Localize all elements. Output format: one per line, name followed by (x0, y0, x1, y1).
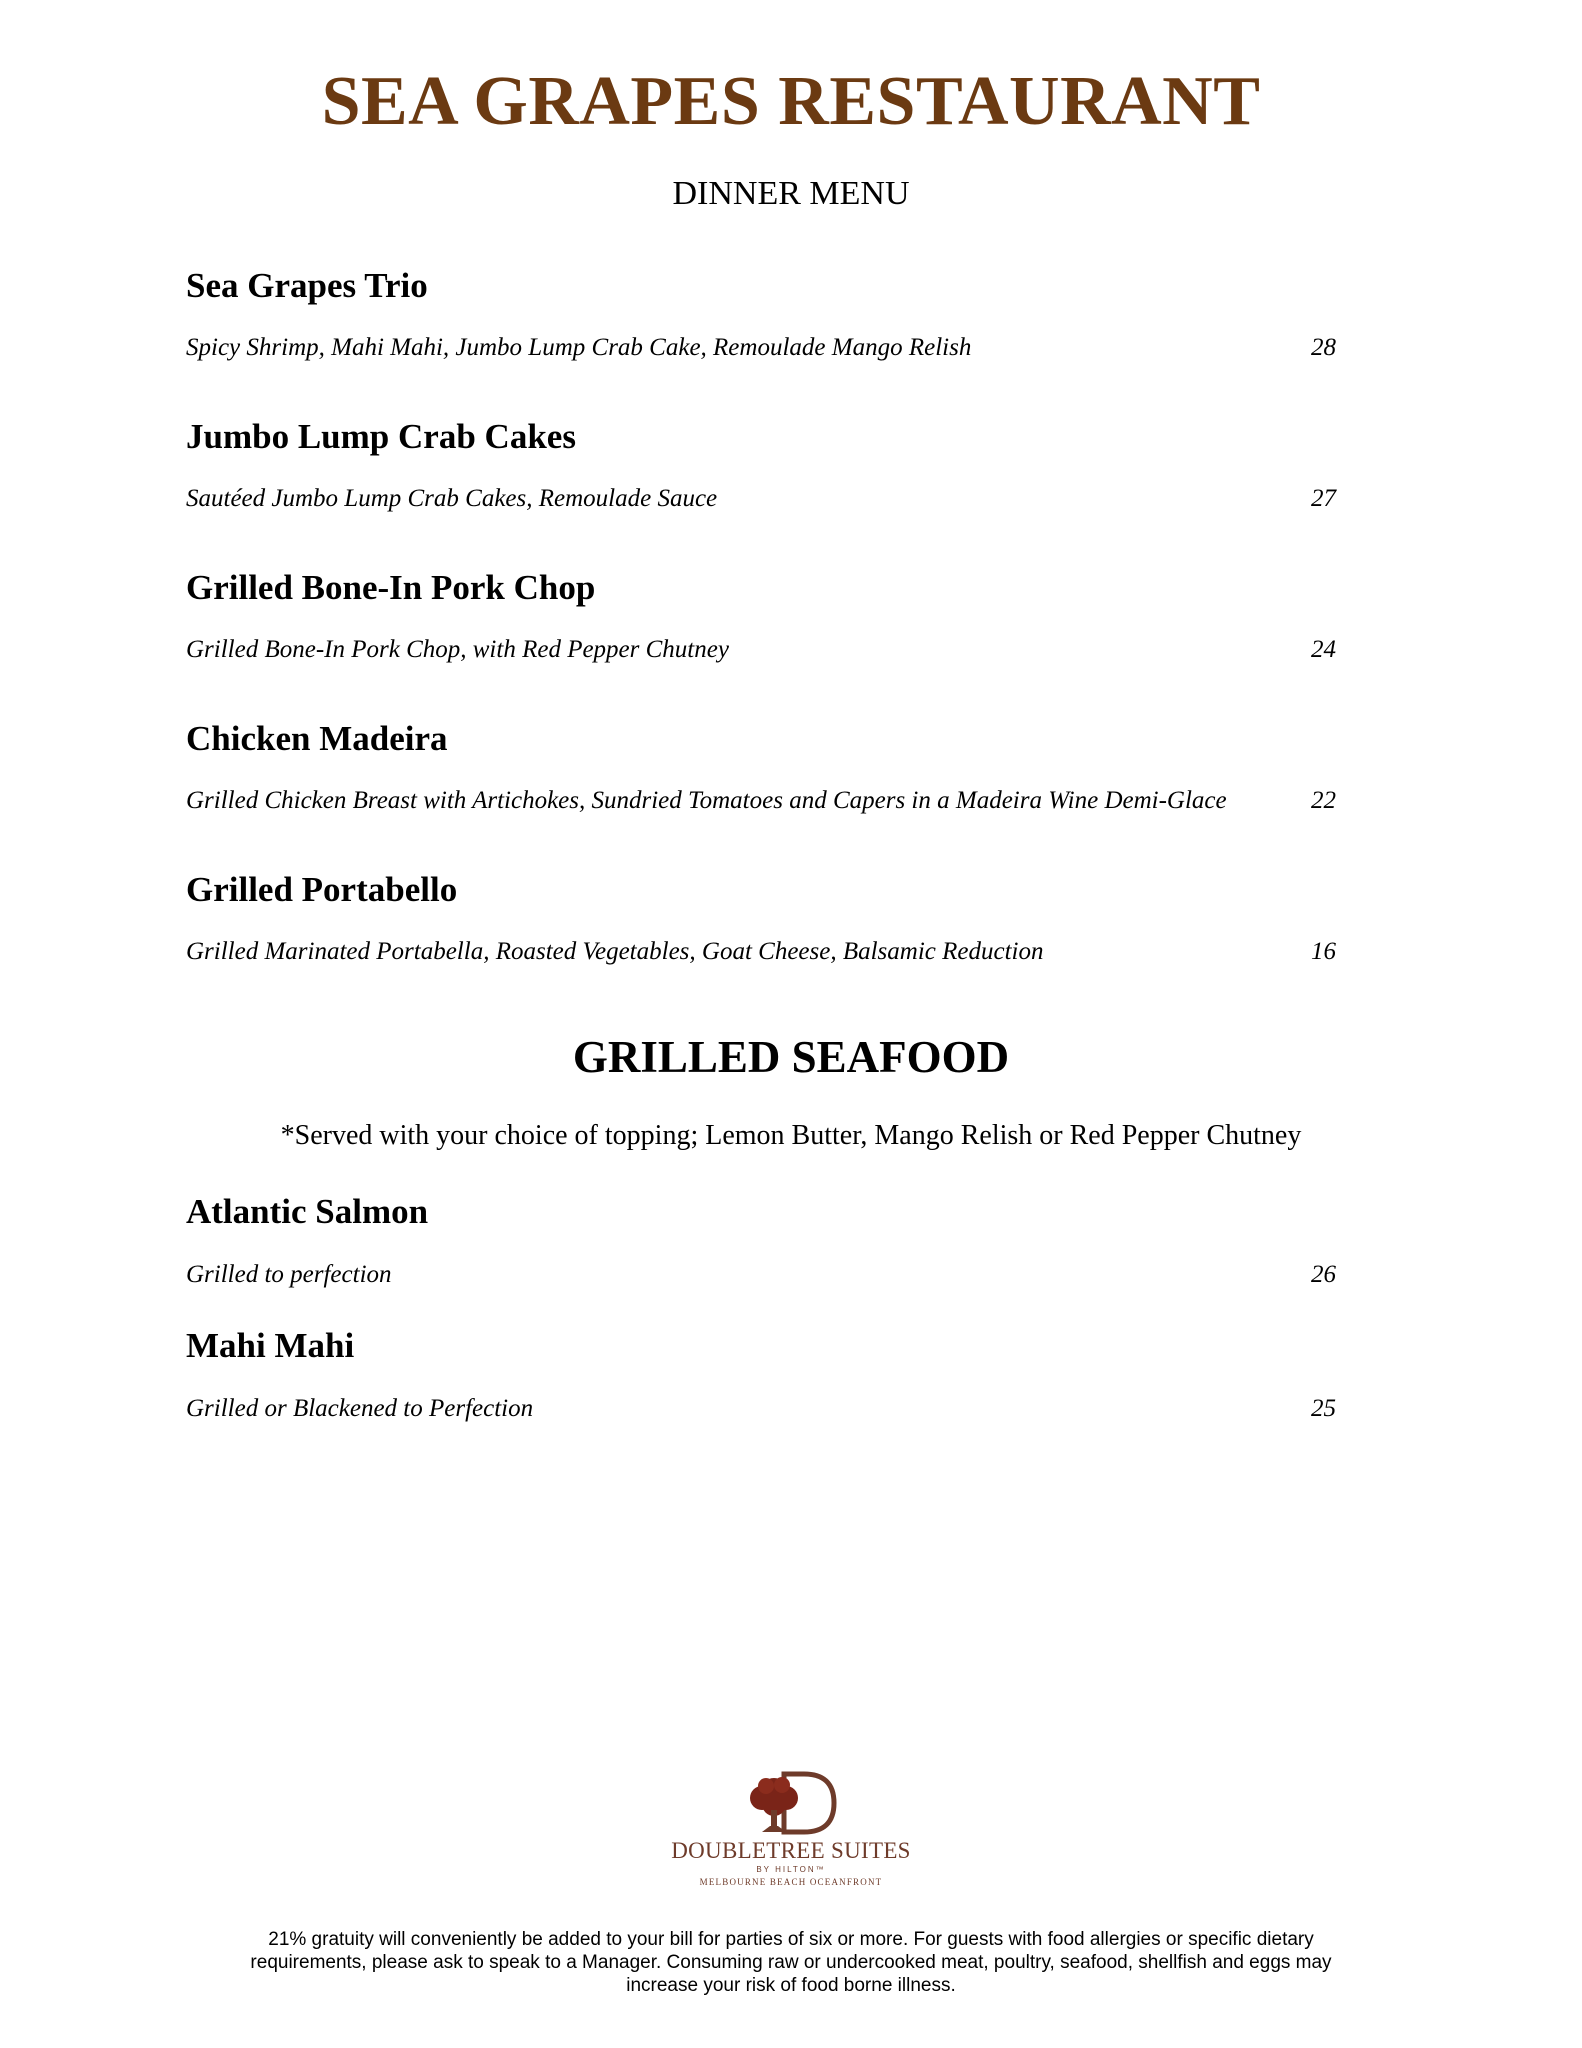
menu-item-description: Spicy Shrimp, Mahi Mahi, Jumbo Lump Crab Cake, Remoulade Mango Relish (186, 334, 972, 361)
footer-disclaimer (180, 1928, 1402, 1997)
menu-item-name: Jumbo Lump Crab Cakes (186, 417, 576, 456)
menu-item-name: Mahi Mahi (186, 1326, 355, 1365)
footer-line: requirements, please ask to speak to a Manager. Consuming raw or undercooked meat, poultry, seafood, shellfish and eggs may (250, 1952, 1332, 1973)
footer-line: 21% gratuity will conveniently be added to your bill for parties of six or more. For guests with food allergies or specific dietary (268, 1929, 1314, 1950)
menu-item-price: 25 (1311, 1395, 1336, 1422)
section-title: GRILLED SEAFOOD (572, 1032, 1010, 1082)
brand-location: MELBOURNE BEACH OCEANFRONT (699, 1877, 883, 1887)
menu-item-price: 28 (1311, 334, 1336, 361)
brand-by-line: BY HILTON™ (756, 1865, 826, 1874)
menu-item-description: Grilled Chicken Breast with Artichokes, Sundried Tomatoes and Capers in a Madeira Wine Demi-Glace (186, 787, 1227, 814)
menu-item-description: Sautéed Jumbo Lump Crab Cakes, Remoulade Sauce (186, 485, 718, 512)
section-note: *Served with your choice of topping; Lemon Butter, Mango Relish or Red Pepper Chutney (280, 1120, 1302, 1151)
menu-item-description: Grilled Marinated Portabella, Roasted Vegetables, Goat Cheese, Balsamic Reduction (186, 938, 1044, 965)
menu-item-name: Atlantic Salmon (186, 1192, 429, 1231)
brand-name: DOUBLETREE SUITES (671, 1838, 911, 1863)
menu-item-description: Grilled Bone-In Pork Chop, with Red Pepper Chutney (186, 636, 729, 663)
menu-item-name: Grilled Bone-In Pork Chop (186, 568, 596, 607)
menu-item-price: 26 (1311, 1261, 1336, 1288)
menu-item-name: Chicken Madeira (186, 719, 448, 758)
menu-item-name: Sea Grapes Trio (186, 266, 428, 305)
menu-item-price: 24 (1311, 636, 1336, 663)
menu-item-price: 22 (1311, 787, 1336, 814)
menu-item-description: Grilled to perfection (186, 1261, 392, 1288)
tree-d-logo-icon (666, 1770, 916, 1836)
doubletree-logo (666, 1770, 916, 1890)
menu-item-description: Grilled or Blackened to Perfection (186, 1395, 534, 1422)
menu-item-price: 27 (1311, 485, 1336, 512)
restaurant-title: SEA GRAPES RESTAURANT (321, 63, 1261, 140)
footer-line: increase your risk of food borne illness. (626, 1975, 956, 1996)
menu-item-name: Grilled Portabello (186, 870, 458, 909)
menu-subtitle: DINNER MENU (672, 175, 910, 212)
menu-item-price: 16 (1311, 938, 1336, 965)
